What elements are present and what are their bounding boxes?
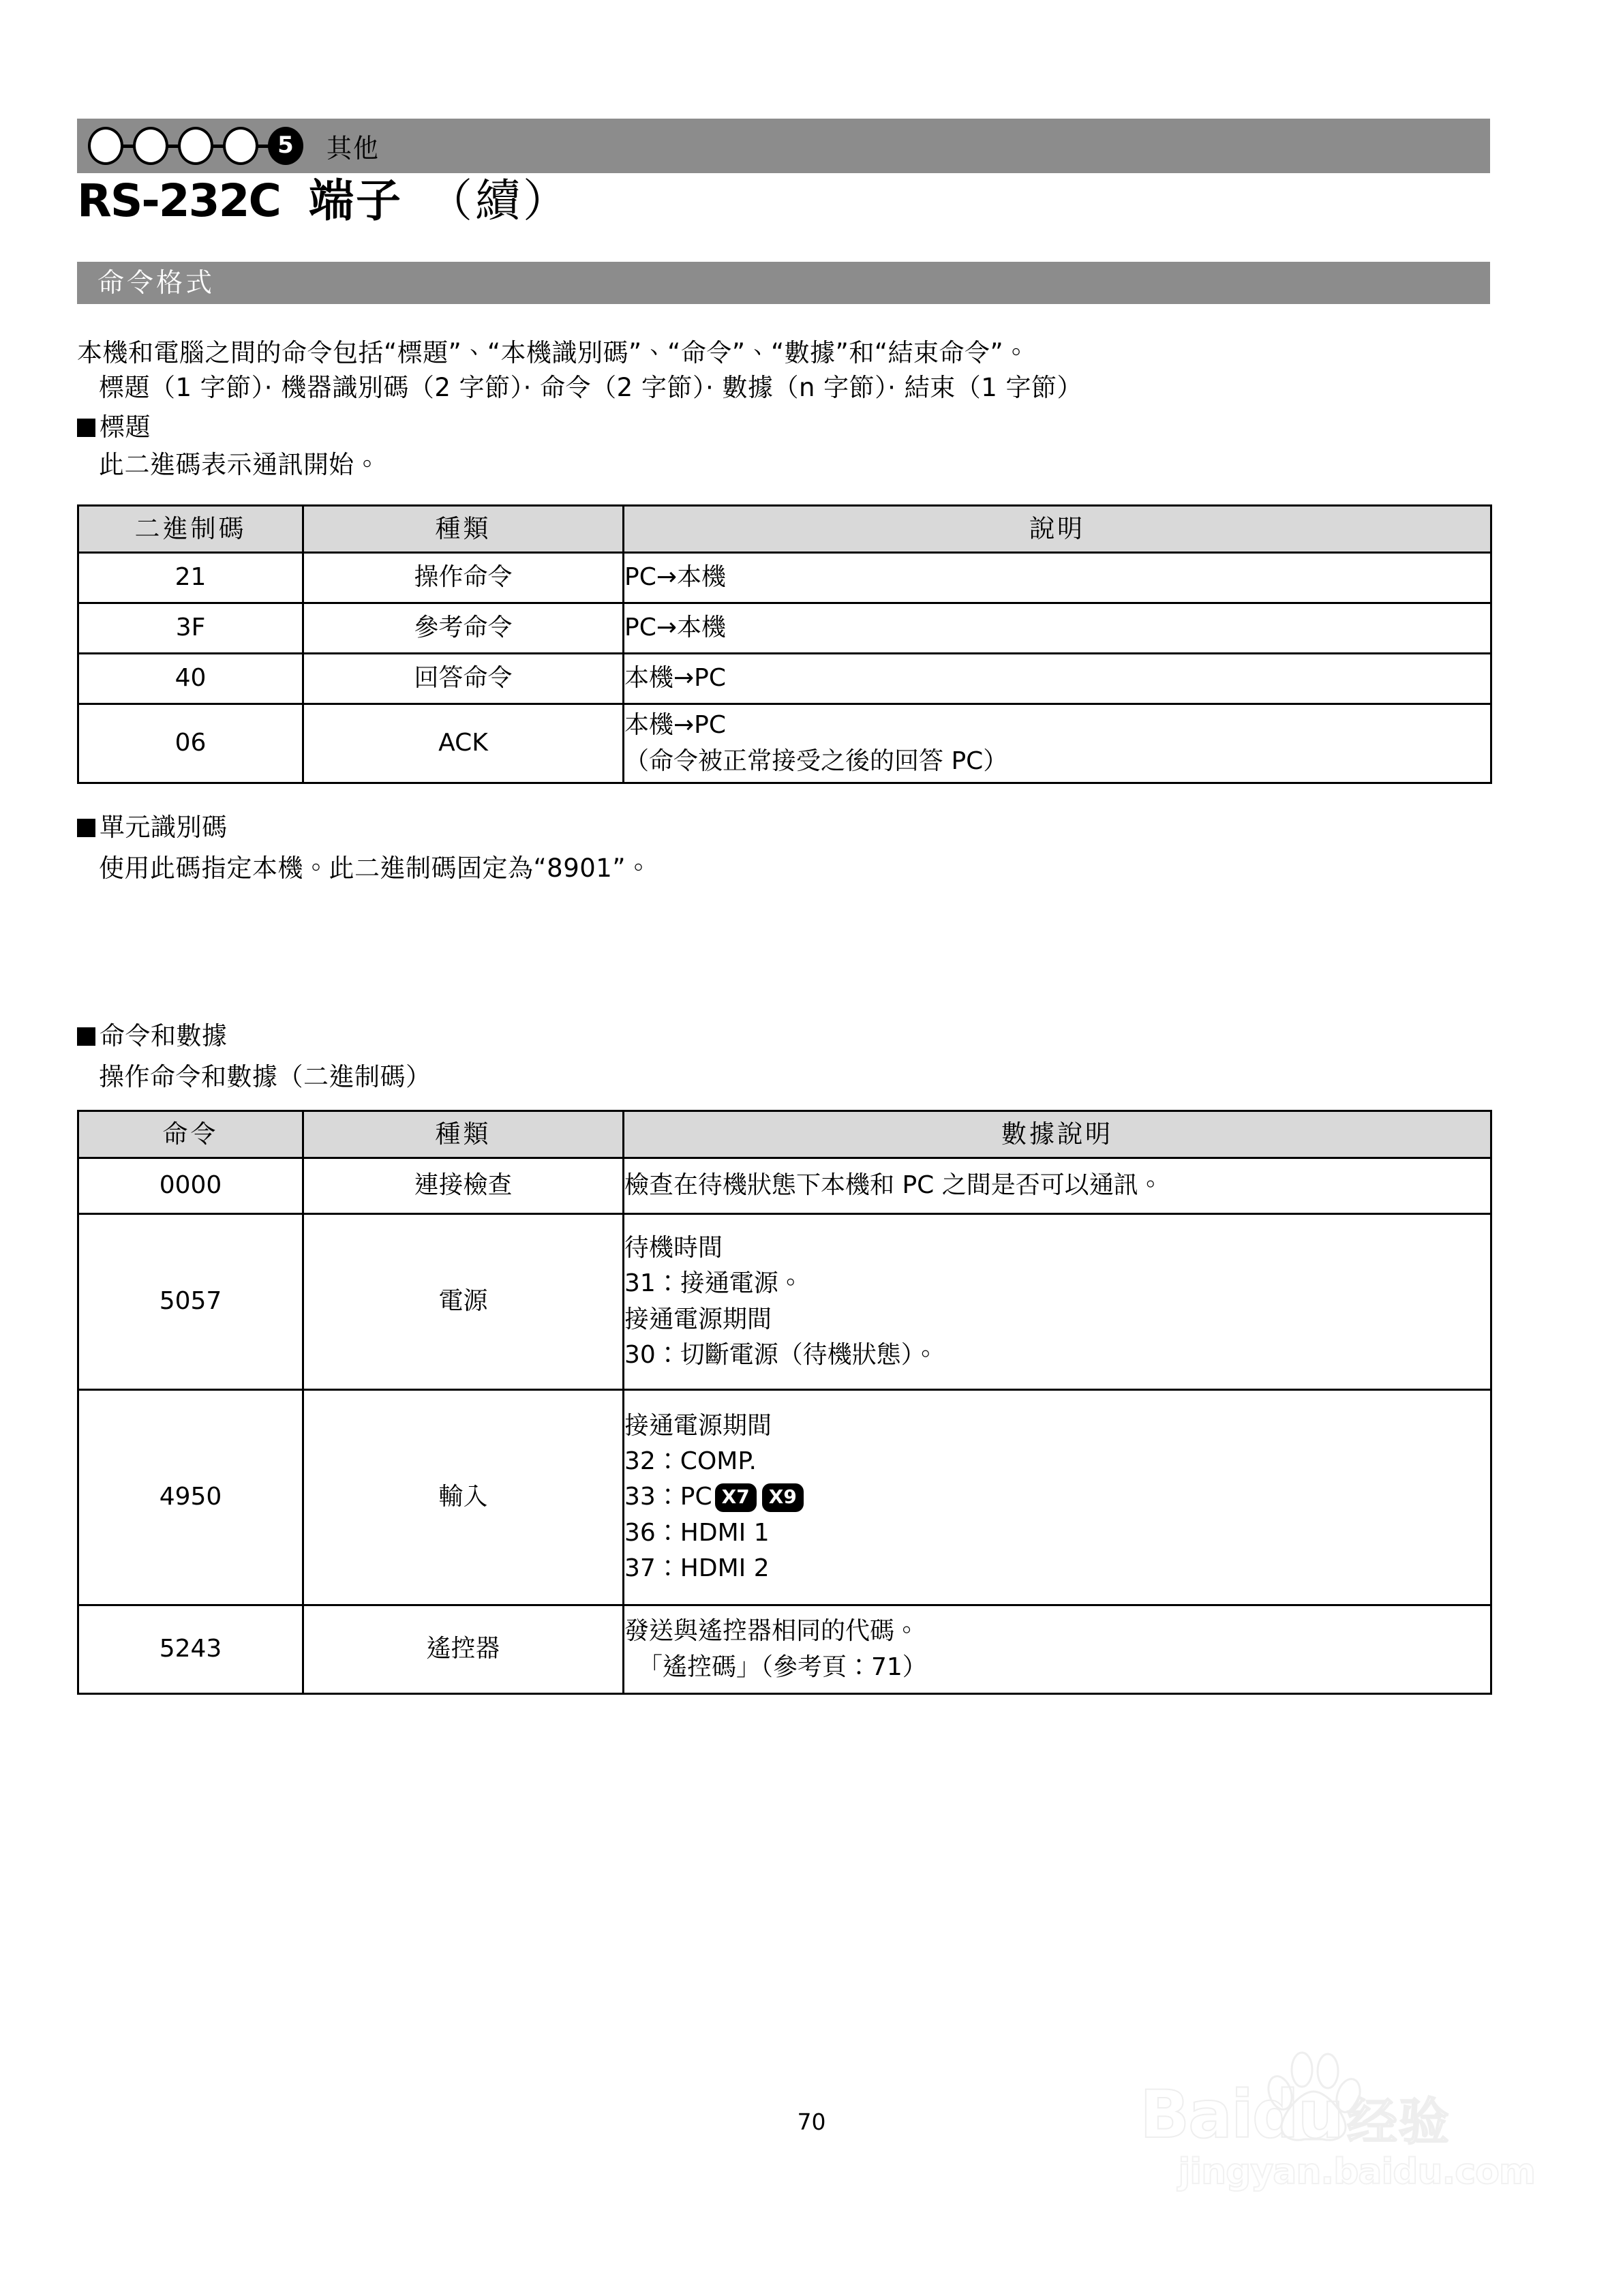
model-badge-x9: X9	[762, 1483, 804, 1512]
model-badge-x7: X7	[715, 1483, 757, 1512]
cell-description-line: 37：HDMI 2	[624, 1554, 770, 1582]
cell-description-text: 33：PC	[624, 1483, 712, 1511]
watermark-url: jingyan.baidu.com	[1178, 2151, 1535, 2192]
page-number: 70	[797, 2109, 826, 2135]
chapter-dot-1	[88, 127, 123, 165]
cell-description	[624, 704, 1491, 783]
chapter-dot-4	[223, 127, 258, 165]
cell-description: PC→本機	[624, 603, 1491, 654]
cell-type: 電源	[303, 1214, 624, 1390]
cell-command: 5057	[78, 1214, 303, 1390]
cell-data-description	[624, 1390, 1491, 1605]
cell-code: 21	[78, 553, 303, 603]
cell-code: 40	[78, 654, 303, 704]
chapter-dot-group	[88, 127, 303, 165]
cell-description-line: 待機時間	[624, 1234, 723, 1263]
subsection-command-note: 操作命令和數據（二進制碼）	[99, 1062, 431, 1091]
cell-description: PC→本機	[624, 553, 1491, 603]
subsection-header-unit-id-label: 單元識別碼	[100, 813, 228, 842]
cell-description-line: 發送與遙控器相同的代碼。	[624, 1617, 920, 1646]
square-bullet-icon	[77, 419, 95, 437]
cell-description-line: 「遙控碼」（參考頁：71）	[638, 1652, 927, 1681]
square-bullet-icon	[77, 819, 95, 837]
cell-code: 3F	[78, 603, 303, 654]
table-row	[78, 1390, 1491, 1605]
cell-type: ACK	[303, 704, 624, 783]
cell-description-line: 36：HDMI 1	[624, 1518, 770, 1547]
subsection-header-title-label: 標題	[100, 412, 151, 442]
table-row	[78, 654, 1491, 704]
column-header-binary-code: 二進制碼	[78, 506, 303, 553]
square-bullet-icon	[77, 1027, 95, 1046]
cell-type: 連接檢查	[303, 1158, 624, 1214]
intro-line-1: 本機和電腦之間的命令包括“標題”、“本機識別碼”、“命令”、“數據”和“結束命令”。	[77, 338, 1029, 367]
table-row	[78, 1158, 1491, 1214]
cell-type: 遙控器	[303, 1605, 624, 1694]
column-header-data-description: 數據說明	[624, 1111, 1491, 1158]
section-bar-command-format	[77, 262, 1490, 304]
chapter-dot-3	[178, 127, 213, 165]
subsection-header-command-data-label: 命令和數據	[100, 1021, 228, 1051]
page-title-model: RS-232C	[77, 175, 280, 227]
cell-description-line-with-badges	[624, 1479, 1490, 1515]
cell-data-description	[624, 1605, 1491, 1694]
column-header-type: 種類	[303, 506, 624, 553]
watermark-brand: Baidu	[1140, 2076, 1343, 2153]
cell-type: 操作命令	[303, 553, 624, 603]
cell-code: 06	[78, 704, 303, 783]
cell-type: 輸入	[303, 1390, 624, 1605]
chapter-label: 其他	[327, 133, 380, 164]
cell-description-line: 檢查在待機狀態下本機和 PC 之間是否可以通訊。	[624, 1171, 1163, 1200]
page-title-subject: 端子	[308, 175, 403, 227]
cell-description-line: 30：切斷電源（待機狀態）。	[624, 1340, 938, 1369]
watermark-brand-cn: 经验	[1346, 2093, 1451, 2151]
chapter-dot-5-active: 5	[268, 127, 303, 165]
cell-description: 本機→PC	[624, 654, 1491, 704]
table-row	[78, 1605, 1491, 1694]
table-row	[78, 1214, 1491, 1390]
chapter-header-band	[77, 119, 1490, 173]
column-header-command: 命令	[78, 1111, 303, 1158]
page-title	[77, 175, 571, 227]
cell-type: 參考命令	[303, 603, 624, 654]
cell-command: 5243	[78, 1605, 303, 1694]
table-header-row	[78, 506, 1491, 553]
subsection-header-command-data	[77, 1020, 228, 1053]
cell-type: 回答命令	[303, 654, 624, 704]
cell-description-line: 31：接通電源。	[624, 1269, 803, 1298]
column-header-type: 種類	[303, 1111, 624, 1158]
cell-command: 4950	[78, 1390, 303, 1605]
subsection-unit-id-note: 使用此碼指定本機。此二進制碼固定為“8901”。	[99, 854, 652, 883]
cell-command: 0000	[78, 1158, 303, 1214]
cell-description-line: （命令被正常接受之後的回答 PC）	[624, 746, 1008, 775]
chapter-dot-2	[133, 127, 168, 165]
cell-data-description	[624, 1214, 1491, 1390]
subsection-header-note: 此二進碼表示通訊開始。	[99, 450, 380, 479]
cell-description-line: 接通電源期間	[624, 1412, 772, 1440]
page-title-continued: （續）	[427, 175, 571, 227]
column-header-description: 說明	[624, 506, 1491, 553]
cell-description-line: 32：COMP.	[624, 1447, 757, 1476]
table-header-row	[78, 1111, 1491, 1158]
table-row	[78, 553, 1491, 603]
subsection-header-unit-id	[77, 811, 228, 845]
cell-description-line: 本機→PC	[624, 711, 727, 740]
intro-line-2: 標題（1 字節）· 機器識別碼（2 字節）· 命令（2 字節）· 數據（n 字節）· 結束（1 字節）	[99, 373, 1083, 402]
section-bar-label: 命令格式	[97, 267, 215, 299]
header-code-table	[77, 504, 1492, 784]
command-table	[77, 1110, 1492, 1695]
table-row	[78, 603, 1491, 654]
subsection-header-title	[77, 411, 151, 444]
cell-description-line: 接通電源期間	[624, 1305, 772, 1333]
table-row	[78, 704, 1491, 783]
cell-data-description	[624, 1158, 1491, 1214]
